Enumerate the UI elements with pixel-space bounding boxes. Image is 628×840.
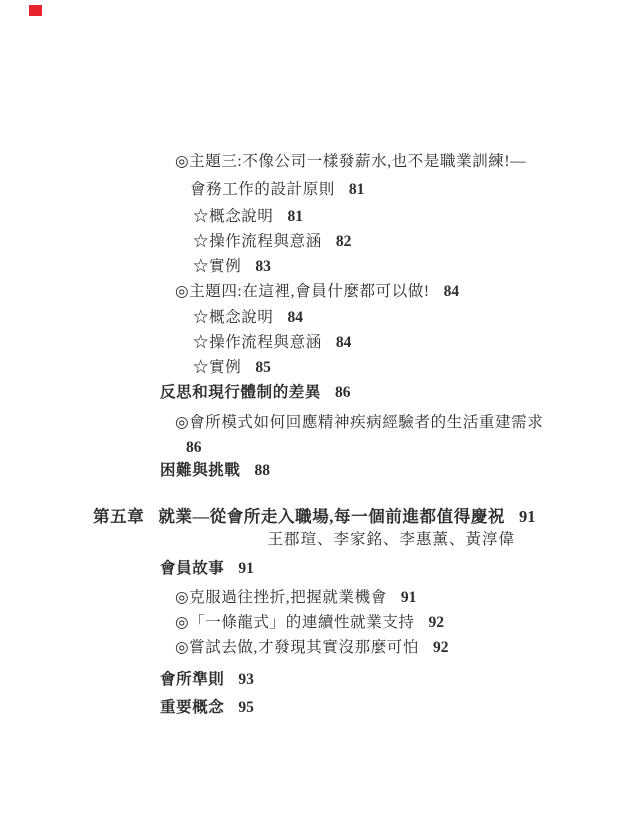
toc-chapter <box>93 509 536 526</box>
toc-subtopic <box>175 590 416 606</box>
toc-entry-text: 反思和現行體制的差異 <box>160 384 322 401</box>
toc-entry-text: ◎主題四:在這裡,會員什麼都可以做! <box>175 283 430 300</box>
toc-page-number-continuation <box>186 440 202 456</box>
toc-subsubitem <box>193 234 351 250</box>
chapter-label: 第五章 <box>93 507 145 526</box>
toc-entry-text: ◎主題三:不像公司一樣發薪水,也不是職業訓練!— <box>175 153 527 170</box>
toc-subtopic <box>175 415 543 431</box>
toc-page-number: 91 <box>400 589 417 606</box>
toc-entry-text: 會員故事 <box>160 560 225 577</box>
toc-entry-text: ☆概念說明 <box>193 309 274 326</box>
toc-subsubitem <box>193 335 351 351</box>
toc-entry-text: ◎嘗試去做,才發現其實沒那麼可怕 <box>175 639 420 656</box>
toc-page-number: 85 <box>255 359 271 376</box>
toc-entry-text: ☆操作流程與意涵 <box>193 334 322 351</box>
toc-page-number: 86 <box>335 384 351 401</box>
toc-entry-text: ◎克服過往挫折,把握就業機會 <box>175 589 387 606</box>
toc-subtopic-continuation <box>190 182 364 198</box>
toc-page-number: 82 <box>335 233 352 250</box>
toc-section <box>160 385 351 401</box>
authors-text: 王郡瑄、李家銘、李惠薰、黃淳偉 <box>267 531 515 548</box>
toc-subsubitem <box>193 310 303 326</box>
toc-subsubitem <box>193 209 303 225</box>
toc-section <box>160 700 254 716</box>
toc-page-number: 92 <box>433 639 449 656</box>
toc-entry-text: 困難與挑戰 <box>160 462 241 479</box>
toc-section <box>160 561 254 577</box>
toc-entry-text: ◎「一條龍式」的連續性就業支持 <box>175 614 415 631</box>
toc-page-number: 95 <box>238 699 254 716</box>
toc-subtopic <box>175 640 449 656</box>
toc-subtopic <box>175 284 459 300</box>
toc-entry-text: 重要概念 <box>160 699 225 716</box>
toc-page-number: 92 <box>428 614 445 631</box>
toc-page-number: 83 <box>255 258 271 275</box>
toc-entry-text: 會務工作的設計原則 <box>190 181 335 198</box>
toc-page-number: 93 <box>238 671 254 688</box>
toc-page-number: 88 <box>254 462 271 479</box>
toc-section <box>160 463 270 479</box>
toc-page-number: 91 <box>238 560 254 577</box>
toc-page-number: 86 <box>186 439 202 456</box>
toc-subtopic <box>175 615 444 631</box>
toc-entry-text: ☆概念說明 <box>193 208 274 225</box>
toc-page-number: 84 <box>287 309 304 326</box>
toc-subsubitem <box>193 259 271 275</box>
toc-entry-text: ☆實例 <box>193 359 242 376</box>
toc-page-number: 84 <box>443 283 460 300</box>
toc-entry-text: ☆實例 <box>193 258 242 275</box>
toc-entry-text: 會所準則 <box>160 671 225 688</box>
toc-page-number: 81 <box>348 181 365 198</box>
toc-authors <box>267 532 515 548</box>
toc-page-number: 84 <box>335 334 352 351</box>
toc-entry-text: ☆操作流程與意涵 <box>193 233 322 250</box>
chapter-title: 就業—從會所走入職場,每一個前進都值得慶祝 <box>158 507 506 526</box>
toc-section <box>160 672 254 688</box>
toc-page-number: 91 <box>519 507 536 526</box>
red-corner-marker <box>29 5 42 16</box>
toc-entry-text: ◎會所模式如何回應精神疾病經驗者的生活重建需求 <box>175 414 544 431</box>
toc-subtopic <box>175 154 526 170</box>
toc-page-number: 81 <box>287 208 304 225</box>
toc-subsubitem <box>193 360 271 376</box>
